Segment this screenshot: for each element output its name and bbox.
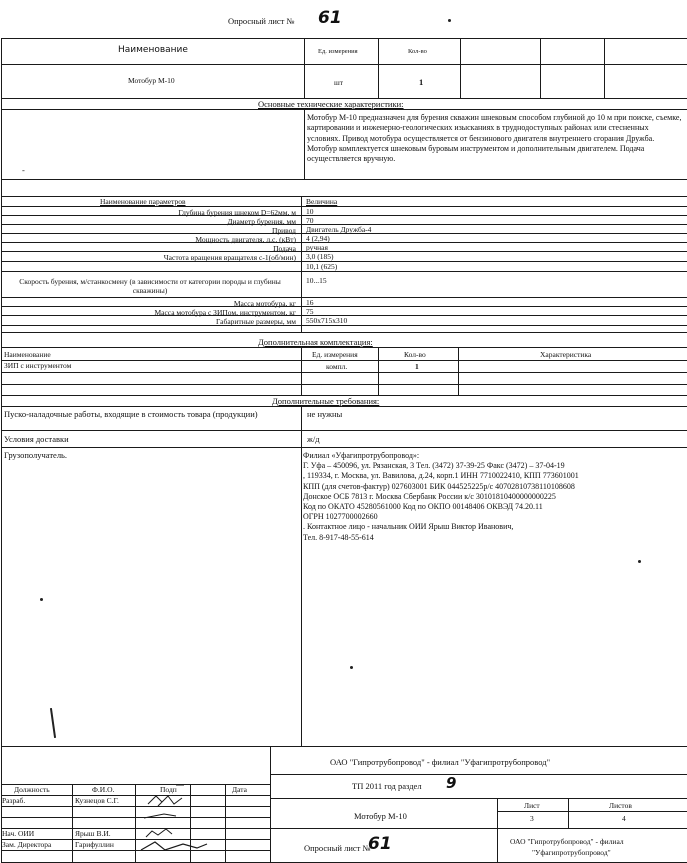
param-value: 75 [306,307,314,316]
consignee-details [303,451,685,543]
eq-row-unit: компл. [326,362,348,371]
consignee-label: Грузополучатель. [4,450,68,460]
param-value: 70 [306,216,314,225]
col-unit-header: Ед. измерения [318,48,358,55]
param-name: Глубина бурения шнеком D=62мм, м [178,208,296,217]
param-name: Габаритные размеры, мм [216,317,296,326]
startup-label: Пуско-наладочные работы, входящие в стоимость товара (продукции) [4,409,258,419]
stamp-doc-title: Мотобур М-10 [354,811,407,821]
eq-header-name: Наименование [4,350,51,359]
item-unit: шт [334,78,344,87]
params-divider [301,196,302,332]
sig-name: Ярыш В.И. [75,829,111,838]
sig-col-position: Должность [14,785,50,794]
handwritten-signatures [136,784,226,863]
consignee-line: , 119334, г. Москва, ул. Вавилова, д.24, корп.1 ИНН 7710022410, КПП 773601001 [303,471,579,481]
param-value: 16 [306,298,314,307]
param-value: 4 (2,94) [306,234,330,243]
eq-header-spec: Характеристика [540,350,592,359]
col-name-header: Наименование [118,45,188,55]
consignee-line: . Контактное лицо - начальник ОИИ Ярыш Виктор Иванович, [303,522,514,532]
delivery-label: Условия доставки [4,434,69,444]
equipment-section-title: Дополнительная комплектация: [258,337,373,347]
params-header-value: Величина [306,197,338,206]
startup-value: не нужны [307,409,343,419]
scan-speck [448,19,451,22]
sig-name: Гарифуллин [75,840,114,849]
col-qty-header: Кол-во [408,48,427,55]
params-header-name: Наименование параметров [100,197,186,206]
param-value: ручная [306,243,328,252]
item-description: Мотобур М-10 предназначен для бурения скважин шнековым способом глубиной до 10 м при поиске, съемке, картировании и инженерно-геологических изысканиях в труднодоступных районах или стесненных условиях. Привод мотобура осуществляется от бензинового двигателя внутреннего сгорания Дружба. Мотобур комплектуется шнековым буровым инструментом и дополнительным двигателем. Подача осуществляется вручную. [307,113,682,164]
sig-col-date: Дата [232,785,247,794]
param-name: Подача [273,244,296,253]
consignee-line: КПП (для счетов-фактур) 027603001 БИК 044525225р/с 40702810738110108608 [303,481,575,491]
form-number: 61 [318,8,342,28]
consignee-line: Код по ОКАТО 45280561000 Код по ОКПО 00148406 ОКВЭД 74.20.11 [303,502,543,512]
eq-row-name: ЗИП с инструментом [4,361,72,370]
sig-name: Кузнецов С.Г. [75,796,119,805]
param-value: 10,1 (625) [306,262,338,271]
stamp-sheets-value: 4 [622,814,626,823]
sig-col-name: Ф.И.О. [92,785,115,794]
stamp-section-number: 9 [446,774,457,792]
param-value: Двигатель Дружба-4 [306,225,372,234]
consignee-line: Г. Уфа – 450096, ул. Рязанская, 3 Тел. (3472) 37-39-25 Факс (3472) – 37-04-19 [303,461,565,471]
requirements-section-title: Дополнительные требования: [272,396,380,406]
stamp-sheet-label: Лист [524,801,540,810]
param-name: Скорость бурения, м/станкосмену (в зависимости от категории породы и глубины скважины) [19,277,281,295]
stamp-org-line1: ОАО "Гипротрубопровод" - филиал [510,837,624,846]
sig-position: Нач. ОИИ [2,829,35,838]
eq-row-qty: 1 [415,362,419,371]
scan-mark: - [22,165,25,175]
form-title: Опросный лист № [228,16,295,26]
eq-header-qty: Кол-во [404,350,426,359]
consignee-line: Филиал «Уфагипротрубопровод»: [303,451,420,460]
item-qty: 1 [419,77,424,87]
sig-col-sign: Подп [160,785,177,794]
consignee-line: Донское ОСБ 7813 г. Москва Сбербанк России к/с 30101810400000000225 [303,491,556,501]
param-name: Мощность двигателя, л.с. (кВт) [195,235,296,244]
sig-position: Зам. Директора [2,840,52,849]
sig-position: Разраб. [2,796,26,805]
param-value: 10...15 [306,276,327,285]
eq-header-unit: Ед. измерения [312,350,358,359]
param-name: Масса мотобура, кг [233,299,296,308]
consignee-line: ОГРН 1027700002660 [303,512,378,522]
param-name: Частота вращения вращателя с-1(об/мин) [163,253,296,262]
param-value: 3,0 (185) [306,252,334,261]
stamp-project: ТП 2011 год раздел [352,781,422,791]
consignee-line: Тел. 8-917-48-55-614 [303,532,374,542]
param-name: Масса мотобура с ЗИПом, инструментом, кг [154,308,296,317]
specs-section-title: Основные технические характеристики: [258,99,404,109]
param-value: 550x715x310 [306,316,348,325]
param-name: Привод [271,226,296,235]
param-value: 10 [306,207,314,216]
delivery-value: ж/д [307,434,320,444]
stamp-sheet-value: 3 [530,814,534,823]
stamp-sheets-label: Листов [609,801,632,810]
stamp-form-label: Опросный лист № [304,843,371,853]
stamp-form-number: 61 [368,834,392,854]
stamp-org-line2: "Уфагипротрубопровод" [532,848,611,857]
stamp-org: ОАО "Гипротрубопровод" - филиал "Уфагипротрубопровод" [330,757,551,767]
param-name: Диаметр бурения, мм [227,217,296,226]
item-name: Мотобур М-10 [128,76,175,85]
